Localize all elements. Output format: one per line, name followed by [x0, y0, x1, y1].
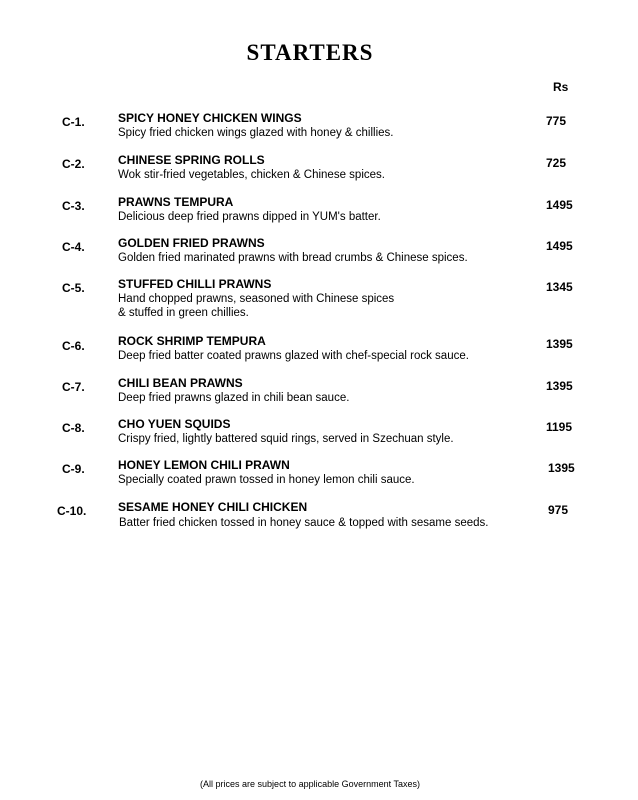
- item-price: 1395: [546, 337, 573, 351]
- item-price: 1195: [546, 420, 573, 434]
- item-description: Hand chopped prawns, seasoned with Chinese spices: [118, 293, 395, 305]
- menu-item: [0, 153, 638, 193]
- item-price: 1495: [546, 198, 573, 212]
- item-code: C-8.: [62, 421, 85, 435]
- menu-item: [0, 334, 638, 374]
- item-code: C-4.: [62, 240, 85, 254]
- item-code: C-6.: [62, 339, 85, 353]
- menu-item: [0, 277, 638, 325]
- menu-item: [0, 417, 638, 457]
- item-description: Golden fried marinated prawns with bread crumbs & Chinese spices.: [118, 252, 468, 264]
- menu-item: [0, 500, 638, 540]
- item-price: 1495: [546, 239, 573, 253]
- item-description: Specially coated prawn tossed in honey lemon chili sauce.: [118, 474, 415, 486]
- item-price: 725: [546, 156, 567, 170]
- item-price: 1395: [548, 461, 575, 475]
- item-name: SPICY HONEY CHICKEN WINGS: [118, 111, 302, 125]
- page-title: STARTERS: [246, 40, 374, 65]
- item-description: Deep fried prawns glazed in chili bean sauce.: [118, 392, 350, 404]
- menu-item: [0, 236, 638, 276]
- item-code: C-1.: [62, 115, 85, 129]
- item-name: CHILI BEAN PRAWNS: [118, 376, 243, 390]
- item-name: CHINESE SPRING ROLLS: [118, 153, 265, 167]
- item-name: GOLDEN FRIED PRAWNS: [118, 236, 265, 250]
- item-code: C-10.: [57, 504, 87, 518]
- item-code: C-9.: [62, 462, 85, 476]
- item-description-line2: & stuffed in green chillies.: [118, 307, 249, 319]
- item-code: C-3.: [62, 199, 85, 213]
- item-description: Spicy fried chicken wings glazed with honey & chillies.: [118, 127, 394, 139]
- item-code: C-2.: [62, 157, 85, 171]
- menu-item: [0, 195, 638, 235]
- item-name: ROCK SHRIMP TEMPURA: [118, 334, 266, 348]
- item-name: CHO YUEN SQUIDS: [118, 417, 231, 431]
- item-description: Deep fried batter coated prawns glazed with chef-special rock sauce.: [118, 350, 469, 362]
- item-description: Delicious deep fried prawns dipped in YUM's batter.: [118, 211, 381, 223]
- item-price: 975: [548, 503, 569, 517]
- item-description: Wok stir-fried vegetables, chicken & Chinese spices.: [118, 169, 385, 181]
- menu-item: [0, 376, 638, 416]
- item-name: STUFFED CHILLI PRAWNS: [118, 277, 272, 291]
- item-code: C-5.: [62, 281, 85, 295]
- menu-item: [0, 111, 638, 151]
- item-price: 775: [546, 114, 567, 128]
- item-description: Batter fried chicken tossed in honey sauce & topped with sesame seeds.: [119, 517, 489, 529]
- item-price: 1345: [546, 280, 573, 294]
- item-name: HONEY LEMON CHILI PRAWN: [118, 458, 290, 472]
- tax-note: (All prices are subject to applicable Government Taxes): [200, 779, 420, 789]
- currency-label: Rs: [553, 80, 569, 94]
- item-price: 1395: [546, 379, 573, 393]
- menu-item: [0, 458, 638, 498]
- item-description: Crispy fried, lightly battered squid rings, served in Szechuan style.: [118, 433, 454, 445]
- item-name: PRAWNS TEMPURA: [118, 195, 234, 209]
- item-code: C-7.: [62, 380, 85, 394]
- item-name: SESAME HONEY CHILI CHICKEN: [118, 500, 308, 514]
